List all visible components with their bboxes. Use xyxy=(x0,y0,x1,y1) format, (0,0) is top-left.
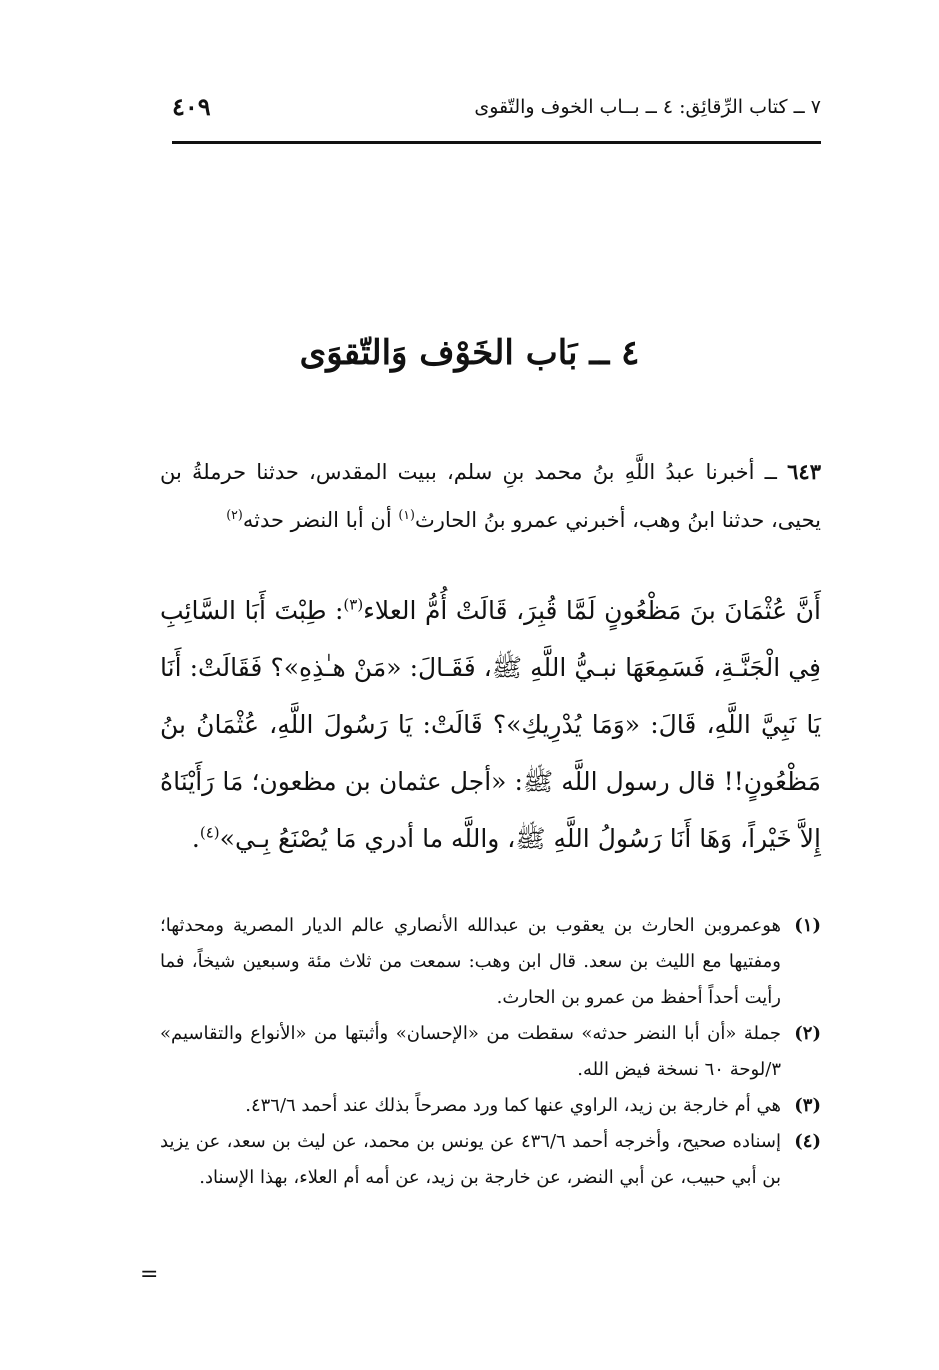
page-number: ٤٠٩ xyxy=(172,92,211,121)
isnad-text-1: ــ أخبرنا عبدُ اللَّهِ بنُ محمد بنِ سلم، ببيت المقدس، حدثنا حرملةُ بن يحيى، حدثنا ابنُ وهب، أخبرني عمرو بنُ الحارث xyxy=(160,460,821,532)
footnote-marker: (٤) xyxy=(794,1131,821,1152)
footnote-text: هي أم خارجة بن زيد، الراوي عنها كما ورد مصرحاً بذلك عند أحمد ٤٣٦/٦. xyxy=(245,1095,781,1116)
footnote-marker: (٢) xyxy=(794,1023,821,1044)
footnote-3 xyxy=(160,1088,821,1124)
hadith-matn xyxy=(160,582,821,867)
footnote-text: هوعمروبن الحارث بن يعقوب بن عبدالله الأنصاري عالم الديار المصرية ومحدثها؛ ومفتيها مع الليث بن سعد. قال ابن وهب: سمعت من ثلاث مئة وسبعين شيخاً، فما رأيت أحداً أحفظ من عمرو بن الحارث. xyxy=(160,915,781,1008)
footnote-2 xyxy=(160,1016,821,1088)
footnote-ref-3: (٣) xyxy=(343,595,364,614)
isnad-text-2: أن أبا النضر حدثه xyxy=(242,508,399,532)
footnote-ref-1: (١) xyxy=(398,507,415,522)
continuation-mark: = xyxy=(140,1262,159,1287)
footnote-marker: (٣) xyxy=(794,1095,821,1116)
header-rule xyxy=(172,141,821,144)
matn-text-2: : طِبْتَ أَبَا السَّائِبِ فِي الْجَنَّـةِ، فَسَمِعَهَا نبـيُّ اللَّهِ ﷺ، فَقَـالَ: «مَنْ هـٰذِهِ»؟ فَقَالَتْ: أَنَا يَا نَبِيَّ اللَّهِ، قَالَ: «وَمَا يُدْرِيكِ»؟ قَالَتْ: يَا رَسُولَ اللَّهِ، عُثْمَانُ بنُ مَظْعُونٍ!! قال رسول اللَّه ﷺ: «أجل عثمان بن مظعون؛ مَا رَأَيْنَاهُ إِلاَّ خَيْراً، وَهَا أَنَا رَسُولُ اللَّهِ ﷺ، واللَّه ما أدري مَا يُصْنَعُ بِـي» xyxy=(160,596,821,853)
chapter-title: ٤ ــ بَاب الخَوْف وَالتّقوَى xyxy=(299,333,640,373)
footnote-4 xyxy=(160,1124,821,1196)
running-header xyxy=(172,92,821,132)
footnotes xyxy=(160,908,821,1196)
footnote-1 xyxy=(160,908,821,1016)
footnote-ref-2: (٢) xyxy=(226,507,243,522)
footnote-text: جملة «أن أبا النضر حدثه» سقطت من «الإحسان» وأثبتها من «الأنواع والتقاسيم» ٣/لوحة ٦٠ نسخة فيض الله. xyxy=(160,1023,781,1080)
hadith-number: ٦٤٣ xyxy=(787,459,821,484)
running-title: ٧ ــ كتاب الرِّقائِق: ٤ ــ بــاب الخوف والتّقوى xyxy=(474,96,821,118)
footnote-text: إسناده صحيح، وأخرجه أحمد ٤٣٦/٦ عن يونس بن محمد، عن ليث بن سعد، عن يزيد بن أبي حبيب، عن أبي النضر، عن خارجة بن زيد، عن أمه أم العلاء، بهذا الإسناد. xyxy=(160,1131,781,1188)
footnote-marker: (١) xyxy=(794,915,821,936)
matn-text-1: أَنَّ عُثْمَانَ بنَ مَظْعُونٍ لَمَّا قُبِرَ، قَالَتْ أُمُّ العلاء xyxy=(363,596,821,625)
matn-text-3: . xyxy=(191,824,200,853)
hadith-isnad xyxy=(160,448,821,544)
footnote-ref-4: (٤) xyxy=(199,823,220,842)
